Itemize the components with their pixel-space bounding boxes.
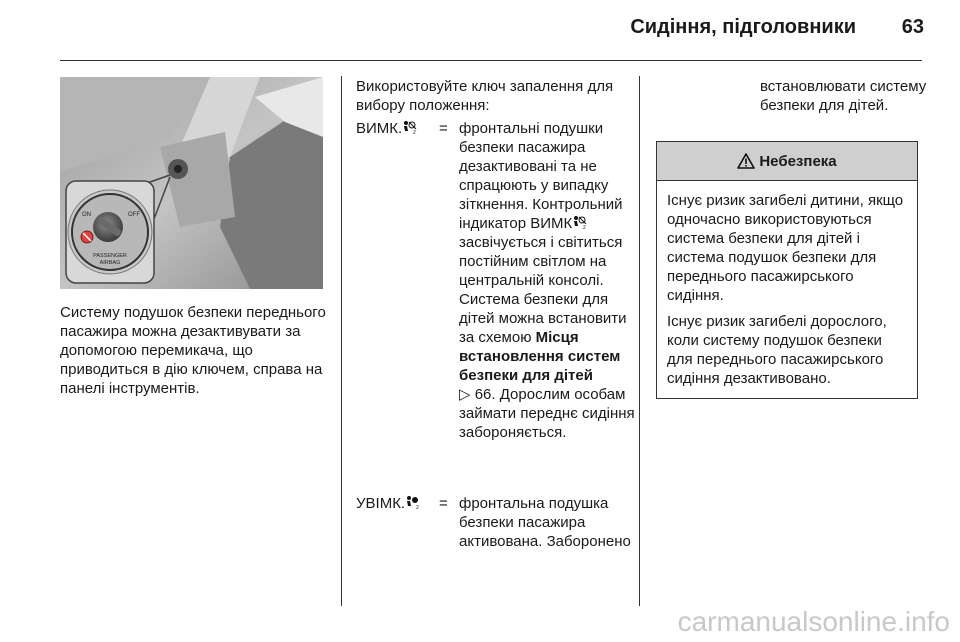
warning-box (656, 141, 918, 399)
on-mode-description: фронтальна подушка безпеки пасажира активована. Заборонено (459, 495, 631, 550)
warning-paragraph-2: Існує ризик загибелі дорослого, коли систему подушок безпеки для переднього пасажирського сидіння дезактивовано. (667, 313, 887, 387)
off-mode-description (459, 119, 637, 442)
header-title: Сидіння, підголовники (630, 16, 856, 38)
svg-text:2: 2 (413, 130, 416, 135)
airbag-off-indicator-icon (572, 215, 587, 230)
switch-passenger-label: PASSENGER (93, 253, 127, 259)
switch-on-label: ON (82, 212, 91, 218)
column-divider-2 (639, 76, 640, 606)
off-mode-desc-ref: 66. Дорослим особам займати переднє сидіння забороняється. (459, 386, 635, 441)
watermark: carmanualsonline.info (677, 606, 950, 637)
off-mode-label (356, 119, 417, 138)
warning-heading: Небезпека (759, 152, 837, 170)
col2-intro: Використовуйте ключ запалення для вибору положення: (356, 78, 614, 114)
svg-text:2: 2 (583, 225, 587, 230)
col1-paragraph: Систему подушок безпеки переднього пасажира можна дезактивувати за допомогою перемикача, що приводиться в дію ключем, справа на панелі інструментів. (60, 304, 326, 397)
airbag-switch-photo (60, 77, 323, 289)
airbag-off-icon (402, 120, 417, 135)
off-mode-desc-part-b: засвічується і світиться постійним світлом на центральній консолі. Система безпеки для дітей можна встановити за схемою (459, 234, 627, 346)
on-mode-label (356, 494, 420, 513)
switch-off-label: OFF (128, 212, 140, 218)
child-seat-locations-link[interactable]: Місця встановлення систем безпеки для дітей (459, 329, 621, 384)
off-mode-label-text: ВИМК. (356, 120, 403, 137)
column-divider-1 (341, 76, 342, 606)
page-ref-arrow-icon: ▷ (459, 386, 471, 403)
on-mode-label-text: УВІМК. (356, 495, 406, 512)
warning-header (657, 142, 917, 181)
page-number: 63 (901, 16, 924, 38)
warning-triangle-icon (737, 153, 755, 169)
off-mode-equals: = (439, 120, 448, 137)
switch-airbag-label: AIRBAG (99, 260, 121, 266)
warning-paragraph-1: Існує ризик загибелі дитини, якщо одночасно використовуються система безпеки для дітей і система подушок безпеки для переднього пасажирського сидіння. (667, 192, 904, 304)
on-mode-equals: = (439, 495, 448, 512)
svg-text:2: 2 (416, 505, 419, 510)
col3-continuation: встановлювати систему безпеки для дітей. (760, 78, 927, 114)
airbag-on-icon (405, 495, 420, 510)
header-rule (60, 60, 922, 61)
off-mode-desc-part-a: фронтальні подушки безпеки пасажира дезактивовані та не спрацюють у випадку зіткнення. Контрольний індикатор ВИМК (459, 120, 623, 232)
